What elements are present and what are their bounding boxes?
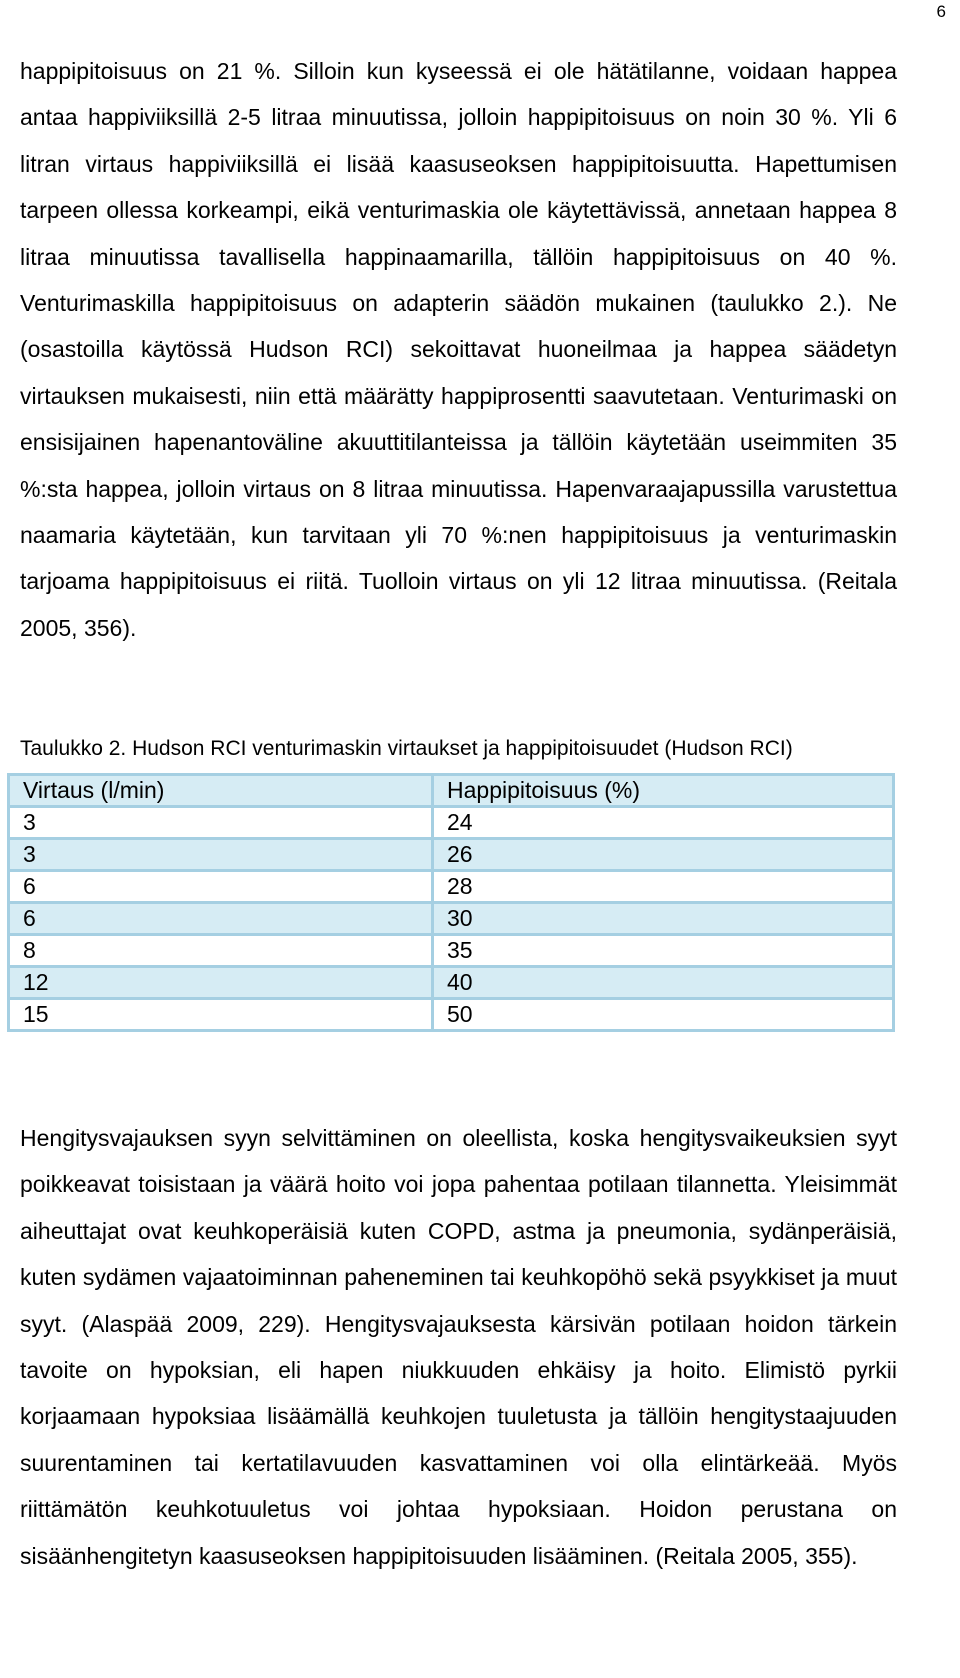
cell-flow: 12	[9, 967, 433, 999]
cell-flow: 6	[9, 903, 433, 935]
cell-oxygen: 24	[433, 807, 894, 839]
table-row	[9, 967, 894, 999]
header-flow: Virtaus (l/min)	[9, 775, 433, 807]
table-header-row	[9, 775, 894, 807]
cell-flow: 15	[9, 999, 433, 1031]
cell-oxygen: 30	[433, 903, 894, 935]
table-row	[9, 839, 894, 871]
header-oxygen: Happipitoisuus (%)	[433, 775, 894, 807]
cell-oxygen: 35	[433, 935, 894, 967]
table-caption: Taulukko 2. Hudson RCI venturimaskin virtaukset ja happipitoisuudet (Hudson RCI)	[20, 737, 793, 760]
cell-oxygen: 26	[433, 839, 894, 871]
page-number: 6	[936, 2, 946, 21]
oxygen-flow-table	[7, 773, 895, 1032]
table-row	[9, 871, 894, 903]
cell-flow: 3	[9, 839, 433, 871]
table-row	[9, 999, 894, 1031]
table-row	[9, 935, 894, 967]
cell-flow: 6	[9, 871, 433, 903]
body-paragraph-1: happipitoisuus on 21 %. Silloin kun kyseessä ei ole hätätilanne, voidaan happea antaa happiviiksillä 2-5 litraa minuutissa, jolloin happipitoisuus on noin 30 %. Yli 6 litran virtaus happiviiksillä ei lisää kaasuseoksen happipitoisuutta. Hapettumisen tarpeen ollessa korkeampi, eikä venturimaskia ole käytettävissä, annetaan happea 8 litraa minuutissa tavallisella happinaamarilla, tällöin happipitoisuus on 40 %. Venturimaskilla happipitoisuus on adapterin säädön mukainen (taulukko 2.). Ne (osastoilla käytössä Hudson RCI) sekoittavat huoneilmaa ja happea säädetyn virtauksen mukaisesti, niin että määrätty happiprosentti saavutetaan. Venturimaski on ensisijainen hapenantoväline akuuttitilanteissa ja tällöin käytetään useimmiten 35 %:sta happea, jolloin virtaus on 8 litraa minuutissa. Hapenvaraajapussilla varustettua naamaria käytetään, kun tarvitaan yli 70 %:nen happipitoisuus ja venturimaskin tarjoama happipitoisuus ei riitä. Tuolloin virtaus on yli 12 litraa minuutissa. (Reitala 2005, 356).	[20, 58, 897, 641]
table-row	[9, 807, 894, 839]
body-paragraph-2: Hengitysvajauksen syyn selvittäminen on oleellista, koska hengitysvaikeuksien syyt poikkeavat toisistaan ja väärä hoito voi jopa pahentaa potilaan tilannetta. Yleisimmät aiheuttajat ovat keuhkoperäisiä kuten COPD, astma ja pneumonia, sydänperäisiä, kuten sydämen vajaatoiminnan paheneminen tai keuhkopöhö sekä psyykkiset ja muut syyt. (Alaspää 2009, 229). Hengitysvajauksesta kärsivän potilaan hoidon tärkein tavoite on hypoksian, eli hapen niukkuuden ehkäisy ja hoito. Elimistö pyrkii korjaamaan hypoksiaa lisäämällä keuhkojen tuuletusta ja tällöin hengitystaajuuden suurentaminen tai kertatilavuuden kasvattaminen voi olla elintärkeää. Myös riittämätön keuhkotuuletus voi johtaa hypoksiaan. Hoidon perustana on sisäänhengitetyn kaasuseoksen happipitoisuuden lisääminen. (Reitala 2005, 355).	[20, 1125, 897, 1569]
cell-flow: 3	[9, 807, 433, 839]
cell-oxygen: 40	[433, 967, 894, 999]
cell-flow: 8	[9, 935, 433, 967]
cell-oxygen: 50	[433, 999, 894, 1031]
cell-oxygen: 28	[433, 871, 894, 903]
table-row	[9, 903, 894, 935]
